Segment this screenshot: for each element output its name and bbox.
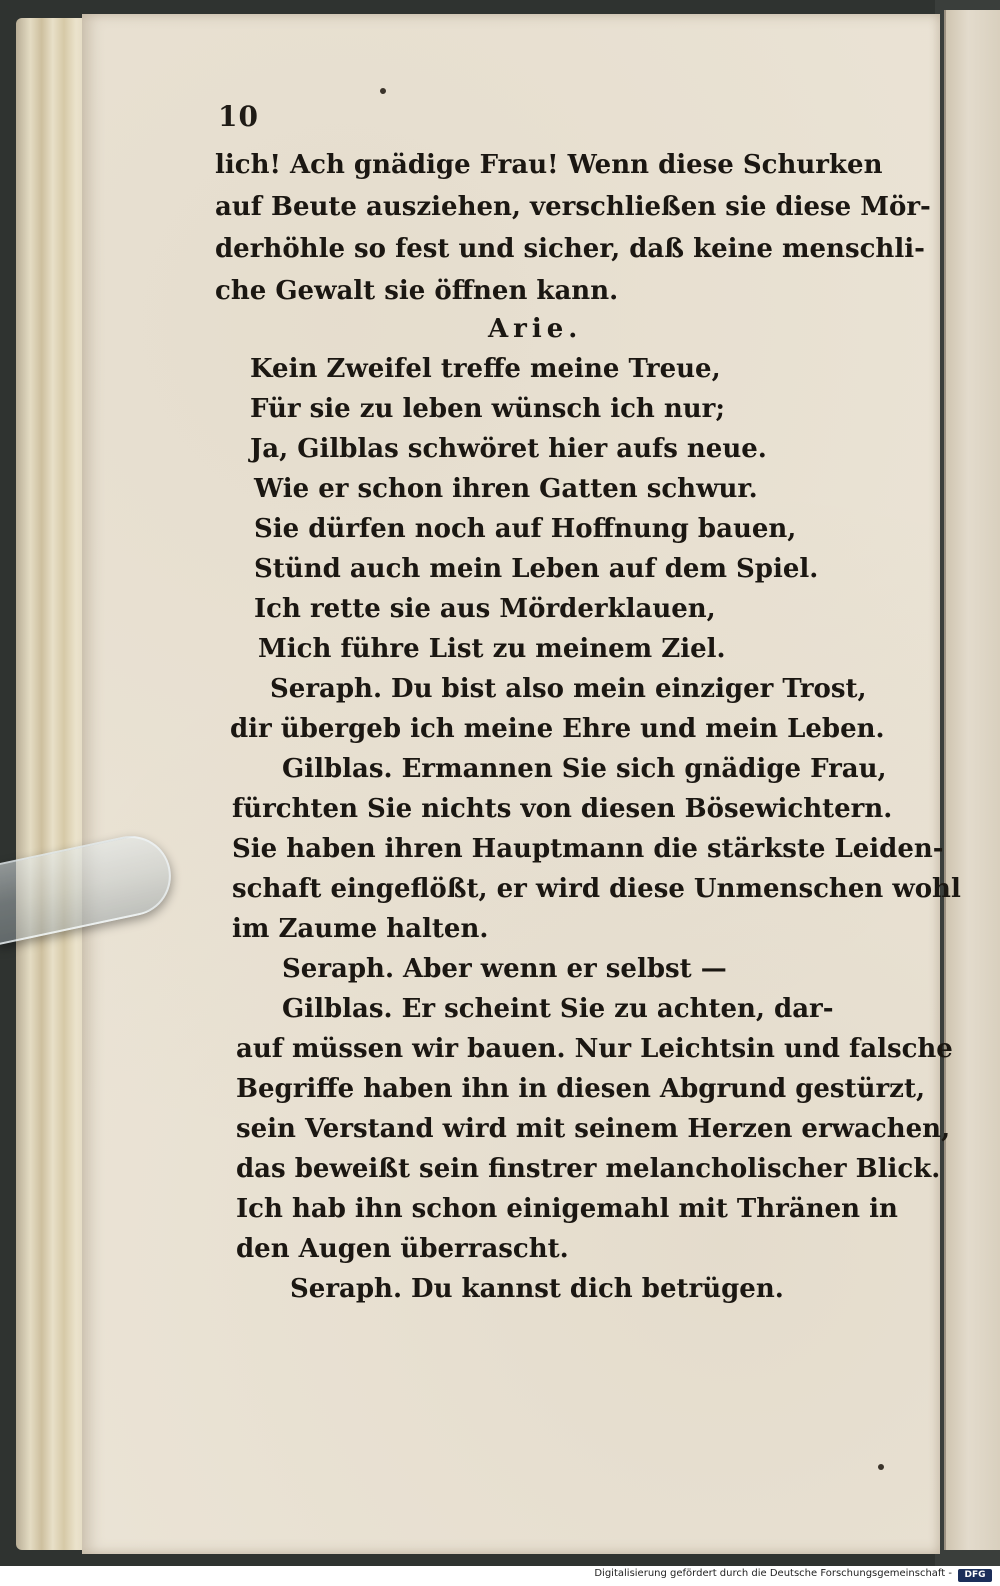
dialogue-line: den Augen überrascht. <box>236 1234 569 1264</box>
dialogue-line: dir übergeb ich meine Ehre und mein Leben. <box>230 714 885 744</box>
section-heading: Arie. <box>488 314 583 344</box>
dialogue-line: Gilblas. Ermannen Sie sich gnädige Frau, <box>282 754 887 784</box>
dialogue-line: Seraph. Du kannst dich betrügen. <box>290 1274 784 1304</box>
dialogue-line: Seraph. Du bist also mein einziger Trost, <box>270 674 867 704</box>
verse-line: Wie er schon ihren Gatten schwur. <box>254 474 758 504</box>
verse-line: Für sie zu leben wünsch ich nur; <box>250 394 725 424</box>
verse-line: Ich rette sie aus Mörderklauen, <box>254 594 716 624</box>
ink-speck <box>878 1464 884 1470</box>
dialogue-line: Ich hab ihn schon einigemahl mit Thränen in <box>236 1194 898 1224</box>
dialogue-line: Begriffe haben ihn in diesen Abgrund gestürzt, <box>236 1074 925 1104</box>
verse-line: Ja, Gilblas schwöret hier aufs neue. <box>250 434 767 464</box>
verse-line: Stünd auch mein Leben auf dem Spiel. <box>254 554 819 584</box>
page-holder-clip <box>0 829 178 946</box>
text-line: auf Beute ausziehen, verschließen sie diese Mör- <box>215 192 931 222</box>
dialogue-line: fürchten Sie nichts von diesen Bösewichtern. <box>232 794 893 824</box>
footer-bar <box>0 1566 1000 1586</box>
verse-line: Kein Zweifel treffe meine Treue, <box>250 354 721 384</box>
verse-line: Sie dürfen noch auf Hoffnung bauen, <box>254 514 797 544</box>
text-line: derhöhle so fest und sicher, daß keine menschli- <box>215 234 925 264</box>
dfg-logo: DFG <box>958 1569 992 1582</box>
verse-line: Mich führe List zu meinem Ziel. <box>258 634 726 664</box>
dialogue-line: schaft eingeflößt, er wird diese Unmenschen wohl <box>232 874 961 904</box>
page-number: 10 <box>218 100 259 133</box>
dialogue-line: sein Verstand wird mit seinem Herzen erwachen, <box>236 1114 951 1144</box>
dialogue-line: im Zaume halten. <box>232 914 489 944</box>
dialogue-line: auf müssen wir bauen. Nur Leichtsin und falsche <box>236 1034 953 1064</box>
text-line: che Gewalt sie öffnen kann. <box>215 276 619 306</box>
dialogue-line: Seraph. Aber wenn er selbst — <box>282 954 727 984</box>
dialogue-line: Sie haben ihren Hauptmann die stärkste Leiden- <box>232 834 944 864</box>
dialogue-line: das beweißt sein finstrer melancholischer Blick. <box>236 1154 941 1184</box>
ink-speck <box>380 88 386 94</box>
text-line: lich! Ach gnädige Frau! Wenn diese Schurken <box>215 150 883 180</box>
funding-credit: Digitalisierung gefördert durch die Deutsche Forschungsgemeinschaft - <box>594 1568 952 1579</box>
dialogue-line: Gilblas. Er scheint Sie zu achten, dar- <box>282 994 834 1024</box>
